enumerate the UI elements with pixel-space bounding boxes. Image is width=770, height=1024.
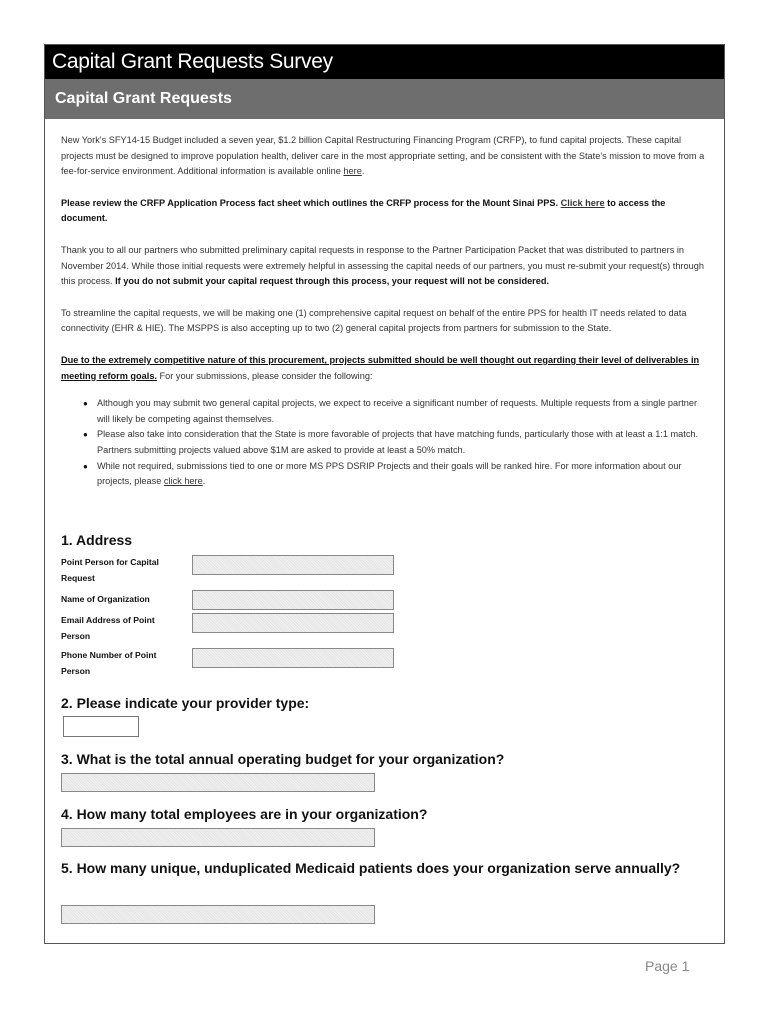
list-item: ● Although you may submit two general capital projects, we expect to receive a significant number of requests. Multiple requests from a single partner will likely be competing against themselves. [97, 396, 708, 427]
bullet-3-text: While not required, submissions tied to one or more MS PPS DSRIP Projects and their goals will be ranked hire. For more information about our projects, please [97, 460, 682, 487]
question-5-title: 5. How many unique, unduplicated Medicaid patients does your organization serve annually? [61, 860, 681, 876]
phone-label: Phone Number of Point Person [61, 650, 157, 676]
intro-p2-bold: Please review the CRFP Application Process fact sheet which outlines the CRFP process for the Mount Sinai PPS. [61, 197, 559, 208]
email-label: Email Address of Point Person [61, 615, 155, 641]
page-number: Page 1 [645, 958, 690, 974]
intro-paragraph-5 [61, 353, 708, 384]
intro-p3-bold: If you do not submit your capital request through this process, your request will not be considered. [115, 276, 550, 287]
bullet-3-end: . [202, 476, 206, 487]
intro-p2-end: to access the document. [61, 197, 666, 224]
phone-input[interactable] [192, 648, 394, 668]
list-item: ● Please also take into consideration that the State is more favorable of projects that have matching funds, particularly those with at least a 1:1 match. Partners submitting projects valued above $1M are asked to provide at least a 50% match. [97, 427, 708, 458]
intro-paragraph-2 [61, 196, 708, 227]
intro-text [61, 133, 708, 490]
operating-budget-input[interactable] [61, 773, 375, 792]
intro-paragraph-1 [61, 133, 708, 180]
intro-p1-text: New York's SFY14-15 Budget included a seven year, $1.2 billion Capital Restructuring Financing Program (CRFP), to fund capital projects. These capital projects must be designed to improve population health, deliver care in the most appropriate setting, and be consistent with the State's mission to move from a fee-for-service environment. Additional information is available online [61, 135, 705, 177]
survey-title: Capital Grant Requests Survey [45, 45, 724, 79]
intro-p1-end: . [361, 166, 365, 177]
intro-paragraph-3 [61, 243, 708, 290]
intro-p5-emphasis: Due to the extremely competitive nature of this procurement, projects submitted should be well thought out regarding their level of deliverables in meeting reform goals. [61, 354, 700, 381]
point-person-input[interactable] [192, 555, 394, 575]
consideration-list [61, 396, 708, 490]
here-link[interactable]: here [343, 166, 362, 177]
question-4-title: 4. How many total employees are in your organization? [61, 806, 428, 822]
provider-type-select[interactable] [63, 716, 139, 737]
intro-p3-text: Thank you to all our partners who submitted preliminary capital requests in response to the Partner Participation Packet that was distributed to partners in November 2014. While those initial requests were extremely helpful in assessing the capital needs of our partners, you must re-submit your request(s) through this process. [61, 244, 704, 287]
question-2-title: 2. Please indicate your provider type: [61, 695, 310, 711]
question-3-title: 3. What is the total annual operating budget for your organization? [61, 751, 505, 767]
organization-input[interactable] [192, 590, 394, 610]
intro-p4-text: To streamline the capital requests, we will be making one (1) comprehensive capital request on behalf of the entire PPS for health IT needs related to data connectivity (EHR & HIE). The MSPPS is also accepting up to two (2) general capital projects from partners for submission to the State. [61, 307, 687, 334]
click-here-link[interactable]: Click here [560, 197, 605, 208]
intro-paragraph-4 [61, 306, 708, 337]
intro-p5-text: For your submissions, please consider the following: [156, 370, 373, 381]
employees-input[interactable] [61, 828, 375, 847]
email-input[interactable] [192, 613, 394, 633]
organization-label: Name of Organization [61, 594, 150, 604]
list-item [97, 459, 708, 490]
projects-click-here-link[interactable]: click here [163, 476, 203, 487]
medicaid-patients-input[interactable] [61, 905, 375, 924]
point-person-label: Point Person for Capital Request [61, 557, 159, 583]
survey-frame [44, 44, 725, 944]
question-1-title: 1. Address [61, 532, 133, 548]
section-title: Capital Grant Requests [45, 79, 724, 119]
